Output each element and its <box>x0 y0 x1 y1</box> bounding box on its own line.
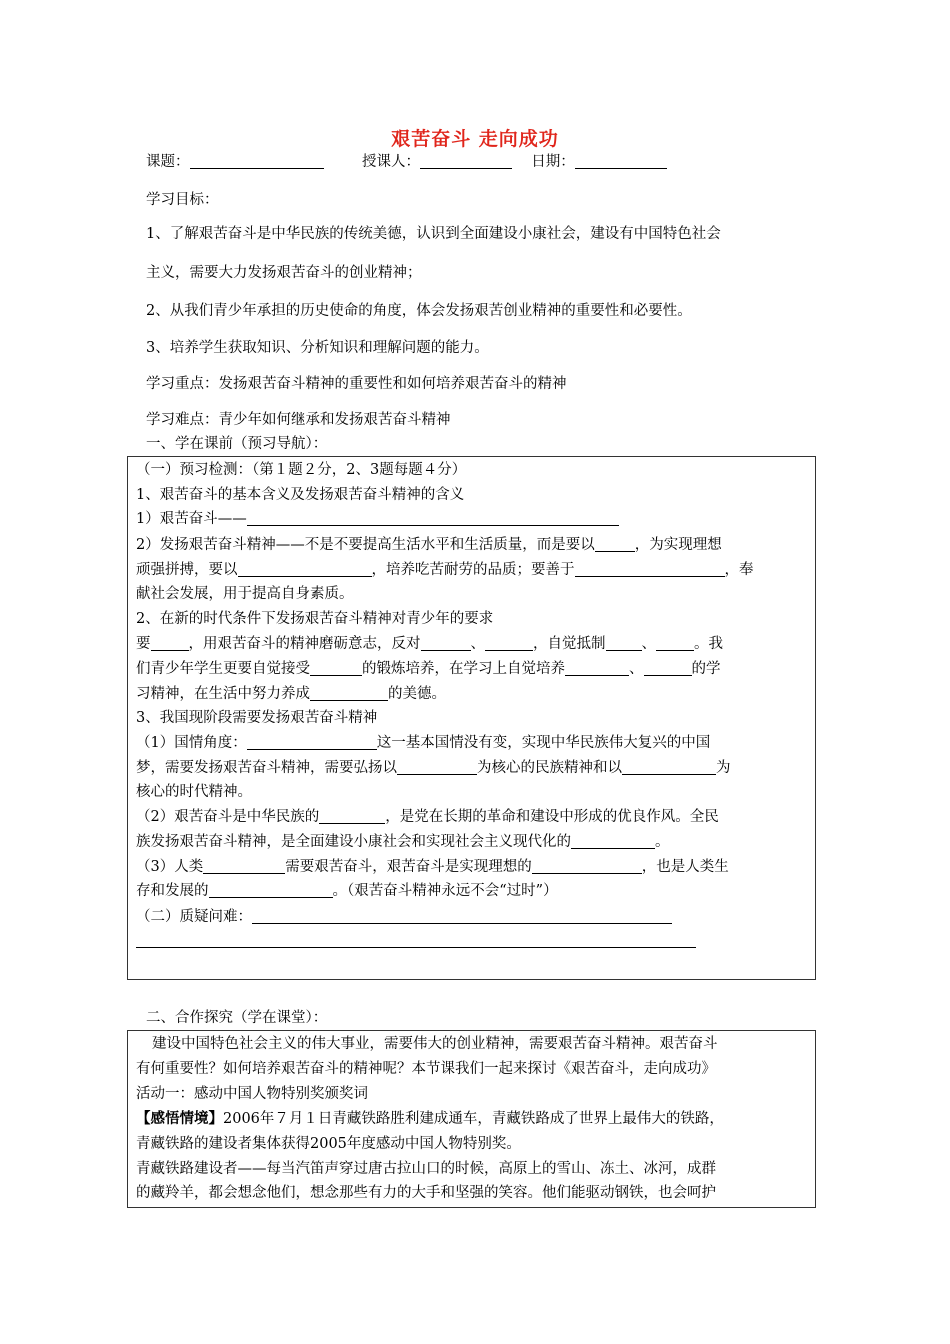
scene-line1: 【感悟情境】2006年７月１日青藏铁路胜利建成通车，青藏铁路成了世界上最伟大的铁路， <box>136 1110 724 1127</box>
q1-2-blank3[interactable] <box>575 561 725 577</box>
q3-3-blank3[interactable] <box>209 882 333 898</box>
q3-2-blank2[interactable] <box>571 833 655 849</box>
key-point: 学习重点：发扬艰苦奋斗精神的重要性和如何培养艰苦奋斗的精神 <box>146 376 567 392</box>
q3-3-line2: 存和发展的 。（艰苦奋斗精神永远不会“过时”） <box>136 883 558 899</box>
section1-heading: 一、学在课前（预习导航）： <box>146 436 328 452</box>
q2-blank2[interactable] <box>421 635 471 651</box>
q3-3-blank1[interactable] <box>203 858 285 874</box>
q2-line2: 们青少年学生更要自觉接受 的锻炼培养，在学习上自觉培养 、 的学 <box>136 661 721 677</box>
q1-2-blank1[interactable] <box>595 536 635 552</box>
q2-blank9[interactable] <box>310 685 388 701</box>
q2-blank5[interactable] <box>656 635 694 651</box>
doubt-blank2[interactable] <box>136 947 696 948</box>
q3-1-blank3[interactable] <box>622 759 716 775</box>
intro-line2: 有何重要性？如何培养艰苦奋斗的精神呢？本节课我们一起来探讨《艰苦奋斗，走向成功》 <box>136 1061 716 1077</box>
q1: 1、艰苦奋斗的基本含义及发扬艰苦奋斗精神的含义 <box>136 487 465 503</box>
section2-heading: 二、合作探究（学在课堂）： <box>146 1010 328 1026</box>
lesson-label: 课题： <box>146 154 190 170</box>
q3-2-line2: 族发扬艰苦奋斗精神，是全面建设小康社会和实现社会主义现代化的 。 <box>136 834 670 850</box>
preview-title: （一）预习检测：（第１题２分，2、3题每题４分） <box>136 462 467 478</box>
meta-line <box>146 152 324 172</box>
q2-blank7[interactable] <box>565 660 629 676</box>
q3-1-blank1[interactable] <box>247 734 377 750</box>
date-label: 日期： <box>531 154 575 170</box>
q3-3-blank2[interactable] <box>532 858 642 874</box>
q1-2-line1: 2）发扬艰苦奋斗精神——不是不要提高生活水平和生活质量，而是要以 ，为实现理想 <box>136 537 722 553</box>
q3: 3、我国现阶段需要发扬艰苦奋斗精神 <box>136 710 378 726</box>
doubt-blank1[interactable] <box>252 908 672 924</box>
q1-2-blank2[interactable] <box>238 561 372 577</box>
objectives-heading: 学习目标： <box>146 192 219 208</box>
q3-1-line2: 梦，需要发扬艰苦奋斗精神，需要弘扬以 为核心的民族精神和以 为 <box>136 760 731 776</box>
scene-label: 【感悟情境】 <box>136 1110 223 1127</box>
q2-line3: 习精神，在生活中努力养成 的美德。 <box>136 686 446 702</box>
teacher-blank[interactable] <box>420 153 512 169</box>
activity-1: 活动一：感动中国人物特别奖颁奖词 <box>136 1086 368 1102</box>
text-line2: 的藏羚羊，都会想念他们，想念那些有力的大手和坚强的笑容。他们能驱动钢铁，也会呵护 <box>136 1185 716 1201</box>
q2-blank6[interactable] <box>310 660 362 676</box>
q2-line1: 要 ，用艰苦奋斗的精神磨砺意志，反对 、 ，自觉抵制 、 。我 <box>136 636 723 652</box>
q1-1: 1）艰苦奋斗—— <box>136 509 619 529</box>
q1-2-line2: 顽强拼搏，要以 ，培养吃苦耐劳的品质；要善于 ，奉 <box>136 562 754 578</box>
text-line1: 青藏铁路建设者——每当汽笛声穿过唐古拉山口的时候，高原上的雪山、冻土、冰河，成群 <box>136 1161 716 1177</box>
date-blank[interactable] <box>575 153 667 169</box>
q1-1-blank[interactable] <box>247 510 619 526</box>
objective-3: 3、培养学生获取知识、分析知识和理解问题的能力。 <box>146 340 489 356</box>
q3-1-line1: （1）国情角度： 这一基本国情没有变，实现中华民族伟大复兴的中国 <box>136 735 711 751</box>
q3-1-line3: 核心的时代精神。 <box>136 784 252 800</box>
q2: 2、在新的时代条件下发扬艰苦奋斗精神对青少年的要求 <box>136 611 494 627</box>
teacher-label: 授课人： <box>362 154 420 170</box>
q2-blank8[interactable] <box>644 660 692 676</box>
q1-2-line3: 献社会发展，用于提高自身素质。 <box>136 586 354 602</box>
objective-2: 2、从我们青少年承担的历史使命的角度，体会发扬艰苦创业精神的重要性和必要性。 <box>146 303 692 319</box>
q2-blank3[interactable] <box>485 635 533 651</box>
difficulty: 学习难点：青少年如何继承和发扬艰苦奋斗精神 <box>146 412 451 428</box>
q2-blank4[interactable] <box>606 635 642 651</box>
lesson-blank[interactable] <box>190 153 324 169</box>
q3-2-blank1[interactable] <box>319 808 385 824</box>
q3-1-blank2[interactable] <box>397 759 477 775</box>
teacher-line <box>362 152 667 172</box>
doubt-line: （二）质疑问难： <box>136 907 672 927</box>
objective-1-line1: 1、了解艰苦奋斗是中华民族的传统美德，认识到全面建设小康社会，建设有中国特色社会 <box>146 226 721 242</box>
q2-blank1[interactable] <box>151 635 189 651</box>
q3-2-line1: （2）艰苦奋斗是中华民族的 ，是党在长期的革命和建设中形成的优良作风。全民 <box>136 809 719 825</box>
objective-1-line2: 主义，需要大力发扬艰苦奋斗的创业精神； <box>146 265 422 281</box>
intro-line1: 建设中国特色社会主义的伟大事业，需要伟大的创业精神，需要艰苦奋斗精神。艰苦奋斗 <box>152 1036 718 1052</box>
q3-3-line1: （3）人类 需要艰苦奋斗，艰苦奋斗是实现理想的 ，也是人类生 <box>136 859 729 875</box>
scene-line2: 青藏铁路的建设者集体获得2005年度感动中国人物特别奖。 <box>136 1136 521 1152</box>
page-title: 艰苦奋斗 走向成功 <box>391 128 559 150</box>
